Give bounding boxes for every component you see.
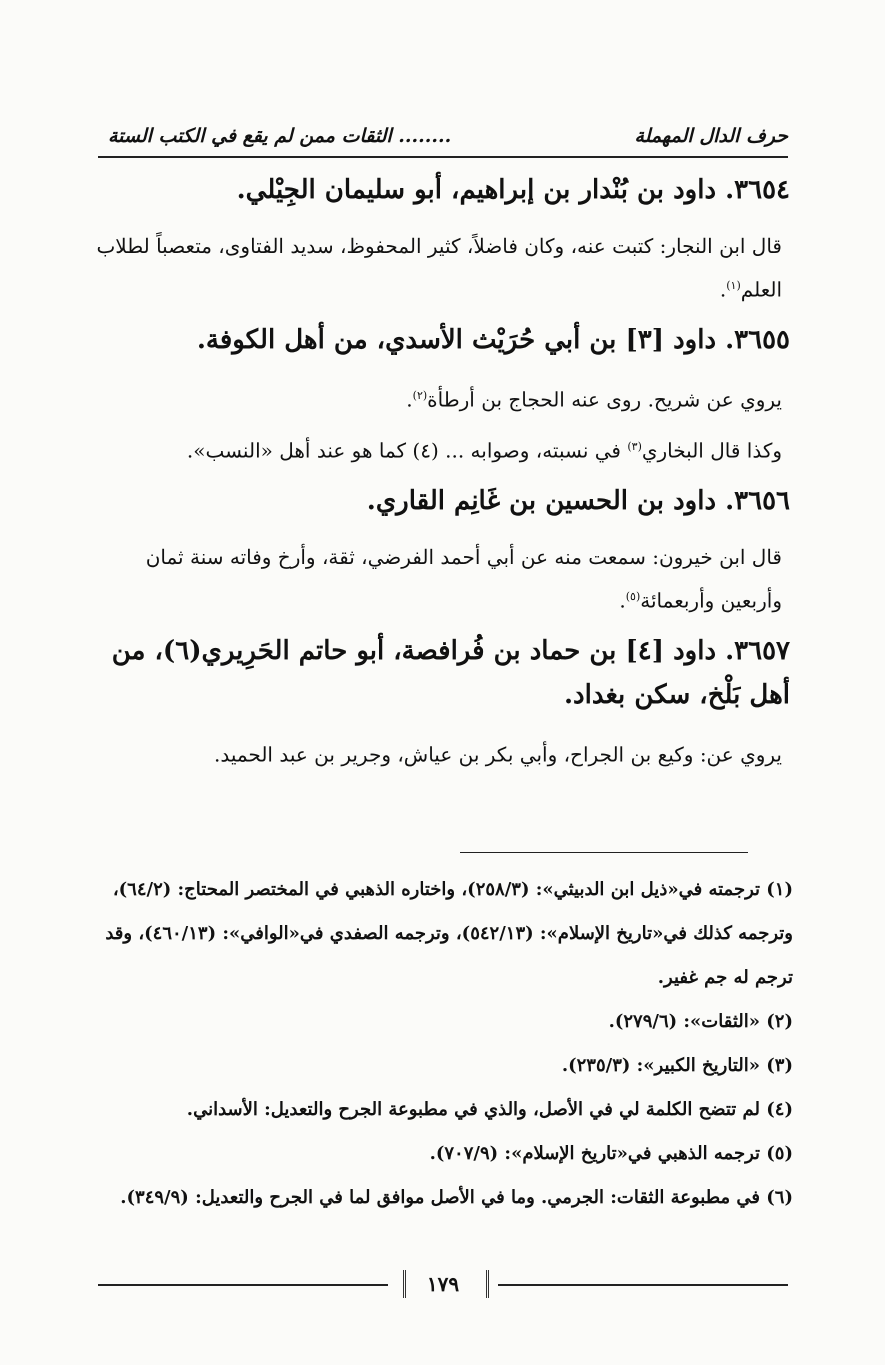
footnote-ref: (٥) bbox=[625, 589, 641, 603]
entry-title: ٣٦٥٦. داود بن الحسين بن غَانِم القاري. bbox=[366, 485, 790, 516]
entry-3657 bbox=[95, 629, 790, 775]
footnote-ref: (١) bbox=[726, 279, 741, 292]
footnote-5: (٥) ترجمه الذهبي في«تاريخ الإسلام»: (٧٠٧/٩). bbox=[429, 1143, 793, 1164]
footnote-1: (١) ترجمته في«ذيل ابن الدبيثي»: (٢٥٨/٣)، واختاره الذهبي في المختصر المحتاج: (٦٤/٢)، وترجمه كذلك في«تاريخ الإسلام»: (٥٤٢/١٣)، وترجمه الصفدي في«الوافي»: (٤٦٠/١٣)، وقد ترجم له جم غفير. bbox=[105, 879, 793, 988]
entry-3654 bbox=[95, 168, 790, 310]
page-number: ١٧٩ bbox=[426, 1272, 460, 1296]
entry-title: ٣٦٥٥. داود [٣] بن أبي حُرَيْث الأسدي، من أهل الكوفة. bbox=[196, 324, 790, 355]
entry-paragraph: قال ابن النجار: كتبت عنه، وكان فاضلاً، كثير المحفوظ، سديد الفتاوى، متعصباً لطلاب العلم$^{(١)}$. bbox=[96, 234, 782, 302]
entries bbox=[95, 164, 790, 782]
footnote-6: (٦) في مطبوعة الثقات: الجرمي. وما في الأصل موافق لما في الجرح والتعديل: (٣٤٩/٩). bbox=[120, 1187, 793, 1208]
running-head-section: حرف الدال المهملة bbox=[634, 125, 788, 147]
footnote-rule bbox=[460, 852, 748, 853]
page-footer bbox=[98, 1264, 788, 1310]
entry-3656 bbox=[95, 479, 790, 621]
entry-title: ٣٦٥٧. داود [٤] بن حماد بن فُرافصة، أبو حاتم الحَرِيري(٦)، من أهل بَلْخ، سكن بغداد. bbox=[111, 635, 790, 710]
footnote-3: (٣) «التاريخ الكبير»: (٢٣٥/٣). bbox=[561, 1055, 793, 1076]
entry-3655 bbox=[95, 318, 790, 471]
running-head-dots: ........ bbox=[398, 125, 452, 147]
footnote-ref: (٢) bbox=[412, 388, 428, 402]
entry-paragraph: يروي عن شريح. روى عنه الحجاج بن أرطأة$^{(٢)}$. bbox=[406, 387, 782, 412]
footnote-4: (٤) لم تتضح الكلمة لي في الأصل، والذي في مطبوعة الجرح والتعديل: الأسداني. bbox=[186, 1099, 793, 1120]
running-head bbox=[108, 118, 788, 154]
running-head-book bbox=[108, 125, 451, 147]
footer-rule-right bbox=[498, 1284, 788, 1286]
entry-title: ٣٦٥٤. داود بن بُنْدار بن إبراهيم، أبو سليمان الجِيْلي. bbox=[236, 175, 790, 205]
entry-paragraph: قال ابن خيرون: سمعت منه عن أبي أحمد الفرضي، ثقة، وأرخ وفاته سنة ثمان وأربعين وأربعمائة$^{(٥)}$. bbox=[145, 544, 782, 613]
footer-rule-left bbox=[98, 1284, 388, 1286]
entry-paragraph: يروي عن: وكيع بن الجراح، وأبي بكر بن عياش، وجرير بن عبد الحميد. bbox=[213, 742, 782, 767]
footnotes bbox=[88, 868, 793, 1220]
header-rule bbox=[98, 156, 788, 158]
entry-paragraph: وكذا قال البخاري$^{(٣)}$ في نسبته، وصوابه ... (٤) كما هو عند أهل «النسب». bbox=[186, 438, 782, 463]
footnote-2: (٢) «الثقات»: (٢٧٩/٦). bbox=[608, 1011, 793, 1032]
running-head-book-title: الثقات ممن لم يقع في الكتب الستة bbox=[108, 125, 392, 147]
footnote-ref: (٣) bbox=[627, 440, 642, 454]
